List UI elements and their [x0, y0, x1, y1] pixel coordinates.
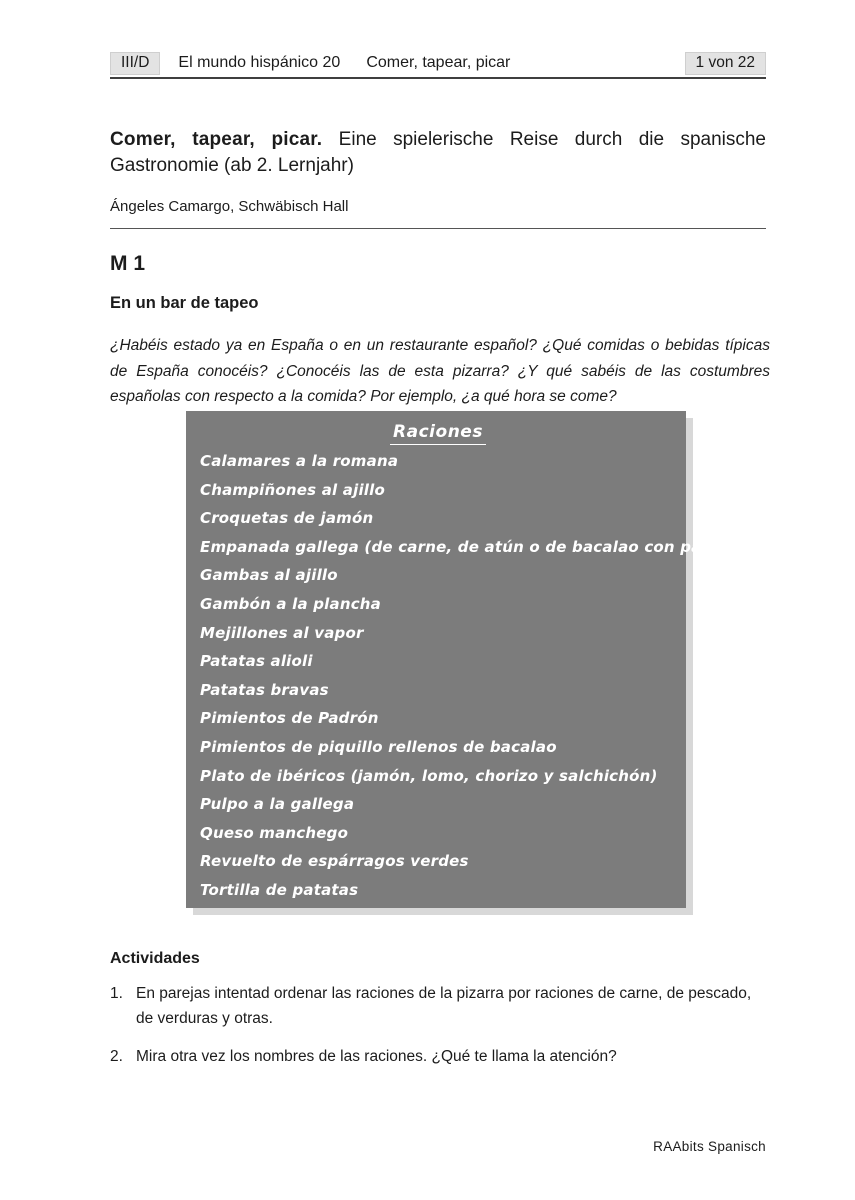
blackboard-item: Mejillones al vapor	[200, 623, 364, 642]
blackboard-item: Pimientos de Padrón	[200, 709, 379, 728]
blackboard-item: Gambón a la plancha	[200, 594, 382, 613]
document-title	[110, 127, 766, 179]
blackboard-item: Queso manchego	[200, 823, 349, 842]
intro-paragraph: ¿Habéis estado ya en España o en un restaurante español? ¿Qué comidas o bebidas típicas de España conocéis? ¿Conocéis las de esta pizarra? ¿Y qué sabéis de las costumbres españolas con respecto a la comida? Por ejemplo, ¿a qué hora se come?	[110, 337, 770, 405]
activities-list	[110, 981, 770, 1082]
blackboard-item: Pulpo a la gallega	[200, 795, 355, 814]
blackboard-title-text: Raciones	[390, 422, 486, 445]
activity-text: Mira otra vez los nombres de las raciones. ¿Qué te llama la atención?	[136, 1048, 617, 1065]
page-indicator: 1 von 22	[685, 52, 766, 75]
material-heading: En un bar de tapeo	[110, 294, 259, 312]
activity-number: 2.	[110, 1048, 123, 1065]
unit-topic: Comer, tapear, picar	[366, 54, 511, 71]
activity-item	[110, 1044, 770, 1069]
series-title: El mundo hispánico 20	[178, 54, 341, 71]
blackboard-item-list	[200, 447, 738, 905]
blackboard-item: Revuelto de espárragos verdes	[200, 852, 469, 871]
activity-item	[110, 981, 770, 1031]
activity-number: 1.	[110, 985, 123, 1002]
blackboard-item: Empanada gallega (de carne, de atún o de bacalao con pasas)	[200, 537, 738, 556]
blackboard-item: Patatas bravas	[200, 680, 329, 699]
blackboard-item: Plato de ibéricos (jamón, lomo, chorizo y salchichón)	[200, 766, 658, 785]
activities-heading: Actividades	[110, 950, 200, 967]
horizontal-rule	[110, 228, 766, 229]
section-badge: III/D	[110, 52, 160, 75]
document-title-rest: Eine spielerische Reise durch die spanische Gastronomie (ab 2. Lernjahr)	[110, 129, 766, 176]
blackboard-item: Gambas al ajillo	[200, 566, 338, 585]
activity-text: En parejas intentad ordenar las raciones de la pizarra por raciones de carne, de pescado, de verduras y otras.	[136, 985, 752, 1027]
blackboard-item: Tortilla de patatas	[200, 880, 359, 899]
blackboard-item: Calamares a la romana	[200, 452, 399, 470]
tapas-blackboard	[186, 411, 738, 908]
blackboard-title	[200, 422, 676, 442]
document-title-bold: Comer, tapear, picar.	[110, 129, 323, 150]
blackboard-item: Pimientos de piquillo rellenos de bacalao	[200, 737, 557, 756]
material-code: M 1	[110, 252, 146, 275]
blackboard-item: Champiñones al ajillo	[200, 480, 385, 499]
blackboard-item: Patatas alioli	[200, 652, 313, 671]
blackboard-item: Croquetas de jamón	[200, 509, 374, 528]
page-header	[110, 52, 766, 79]
footer-publisher: RAAbits Spanisch	[653, 1139, 766, 1154]
author-line: Ángeles Camargo, Schwäbisch Hall	[110, 198, 349, 215]
